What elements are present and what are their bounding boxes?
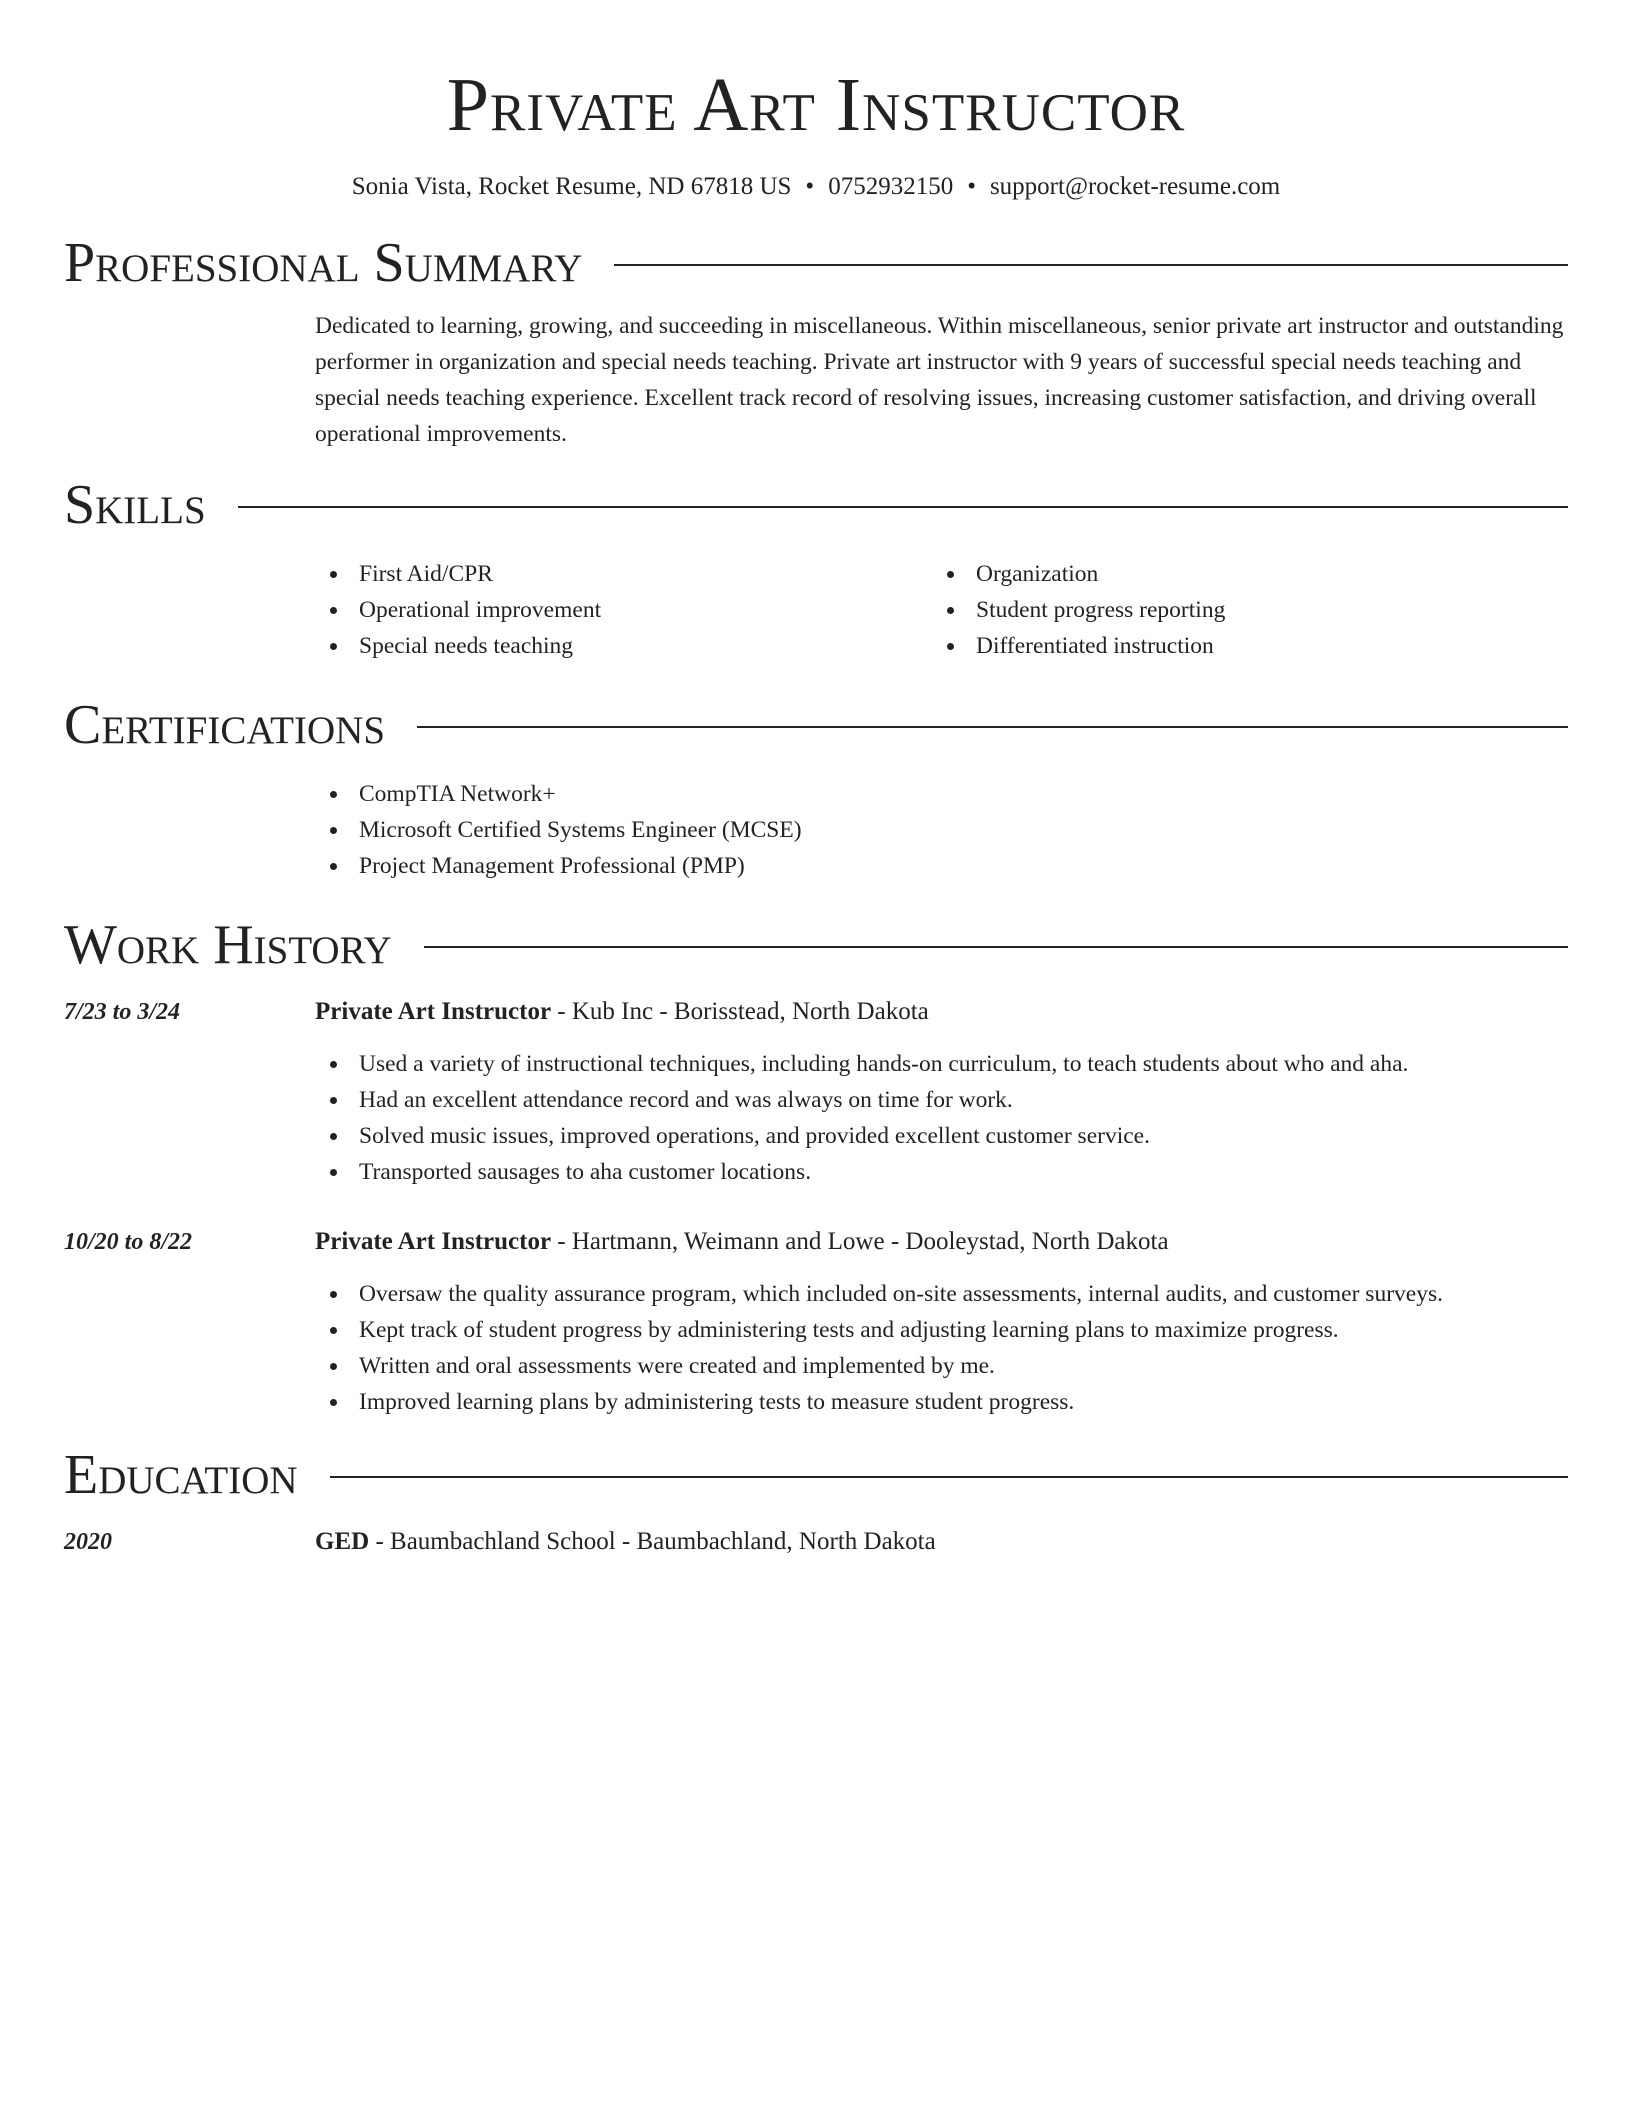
skills-column-right (932, 556, 1549, 664)
certifications-heading: Certifications (64, 694, 386, 756)
job-bullet-list (315, 1276, 1568, 1420)
skills-section-header (64, 472, 1568, 538)
job-details: - Hartmann, Weimann and Lowe - Dooleystad, North Dakota (551, 1228, 1169, 1255)
resume-page (64, 0, 1568, 1560)
job-bullet: Had an excellent attendance record and was always on time for work. (315, 1082, 1568, 1118)
job-bullet: Transported sausages to aha customer locations. (315, 1154, 1568, 1190)
section-divider (417, 726, 1568, 728)
job-bullet: Written and oral assessments were created and implemented by me. (315, 1348, 1568, 1384)
education-entry (64, 1524, 1568, 1560)
job-role: Private Art Instructor (315, 998, 552, 1025)
job-entry (64, 1224, 1568, 1420)
section-divider (238, 506, 1568, 508)
job-header-row (64, 1224, 1568, 1260)
section-divider (614, 264, 1568, 266)
skill-item: Student progress reporting (932, 592, 1549, 628)
education-details: - Baumbachland School - Baumbachland, North Dakota (369, 1528, 936, 1555)
job-bullet: Improved learning plans by administering tests to measure student progress. (315, 1384, 1568, 1420)
job-bullet: Kept track of student progress by administering tests and adjusting learning plans to maximize progress. (315, 1312, 1568, 1348)
job-bullet: Solved music issues, improved operations, and provided excellent customer service. (315, 1118, 1568, 1154)
contact-address: Sonia Vista, Rocket Resume, ND 67818 US (351, 173, 792, 200)
job-dates: 7/23 to 3/24 (64, 999, 181, 1025)
skill-item: Organization (932, 556, 1549, 592)
skills-list (315, 556, 1568, 664)
job-dates: 10/20 to 8/22 (64, 1229, 193, 1255)
education-heading: Education (64, 1444, 298, 1506)
job-bullet: Used a variety of instructional techniques, including hands-on curriculum, to teach students about who and aha. (315, 1046, 1568, 1082)
skill-item: Special needs teaching (315, 628, 932, 664)
work-heading: Work History (64, 914, 392, 976)
work-section-header (64, 912, 1568, 978)
education-degree: GED (315, 1528, 370, 1555)
summary-heading: Professional Summary (64, 232, 583, 294)
summary-section-header (64, 230, 1568, 296)
job-bullet-list (315, 1046, 1568, 1190)
summary-body (315, 308, 1568, 452)
job-entry (64, 994, 1568, 1190)
certifications-bullets (315, 776, 1568, 884)
job-bullets (315, 1276, 1568, 1420)
job-header-row (64, 994, 1568, 1030)
summary-text: Dedicated to learning, growing, and succeeding in miscellaneous. Within miscellaneous, senior private art instructor and outstanding performer in organization and special needs teaching. Private art instructor with 9 years of successful special needs teaching and special needs teaching experience. Excellent track record of resolving issues, increasing customer satisfaction, and driving overall operational improvements. (315, 313, 1564, 447)
skills-heading: Skills (64, 474, 206, 536)
job-details: - Kub Inc - Borisstead, North Dakota (551, 998, 929, 1025)
contact-phone: 0752932150 (828, 173, 954, 200)
job-bullets (315, 1046, 1568, 1190)
certification-item: CompTIA Network+ (315, 776, 1568, 812)
skills-column-left (315, 556, 932, 664)
skill-item: Differentiated instruction (932, 628, 1549, 664)
skill-item: First Aid/CPR (315, 556, 932, 592)
job-bullet: Oversaw the quality assurance program, which included on-site assessments, internal audits, and customer surveys. (315, 1276, 1568, 1312)
section-divider (330, 1476, 1568, 1478)
certification-item: Project Management Professional (PMP) (315, 848, 1568, 884)
education-section-header (64, 1442, 1568, 1508)
education-heading-line (315, 1524, 936, 1560)
contact-separator: • (967, 173, 976, 200)
contact-line (64, 170, 1568, 204)
job-heading (315, 994, 929, 1030)
certification-item: Microsoft Certified Systems Engineer (MCSE) (315, 812, 1568, 848)
job-heading (315, 1224, 1169, 1260)
resume-title: Private Art Instructor (446, 63, 1186, 147)
contact-separator: • (805, 173, 815, 200)
skill-item: Operational improvement (315, 592, 932, 628)
certifications-section-header (64, 692, 1568, 758)
certifications-list (315, 776, 1568, 884)
education-year: 2020 (64, 1529, 112, 1555)
contact-email: support@rocket-resume.com (989, 173, 1281, 200)
section-divider (424, 946, 1568, 948)
job-role: Private Art Instructor (315, 1228, 552, 1255)
